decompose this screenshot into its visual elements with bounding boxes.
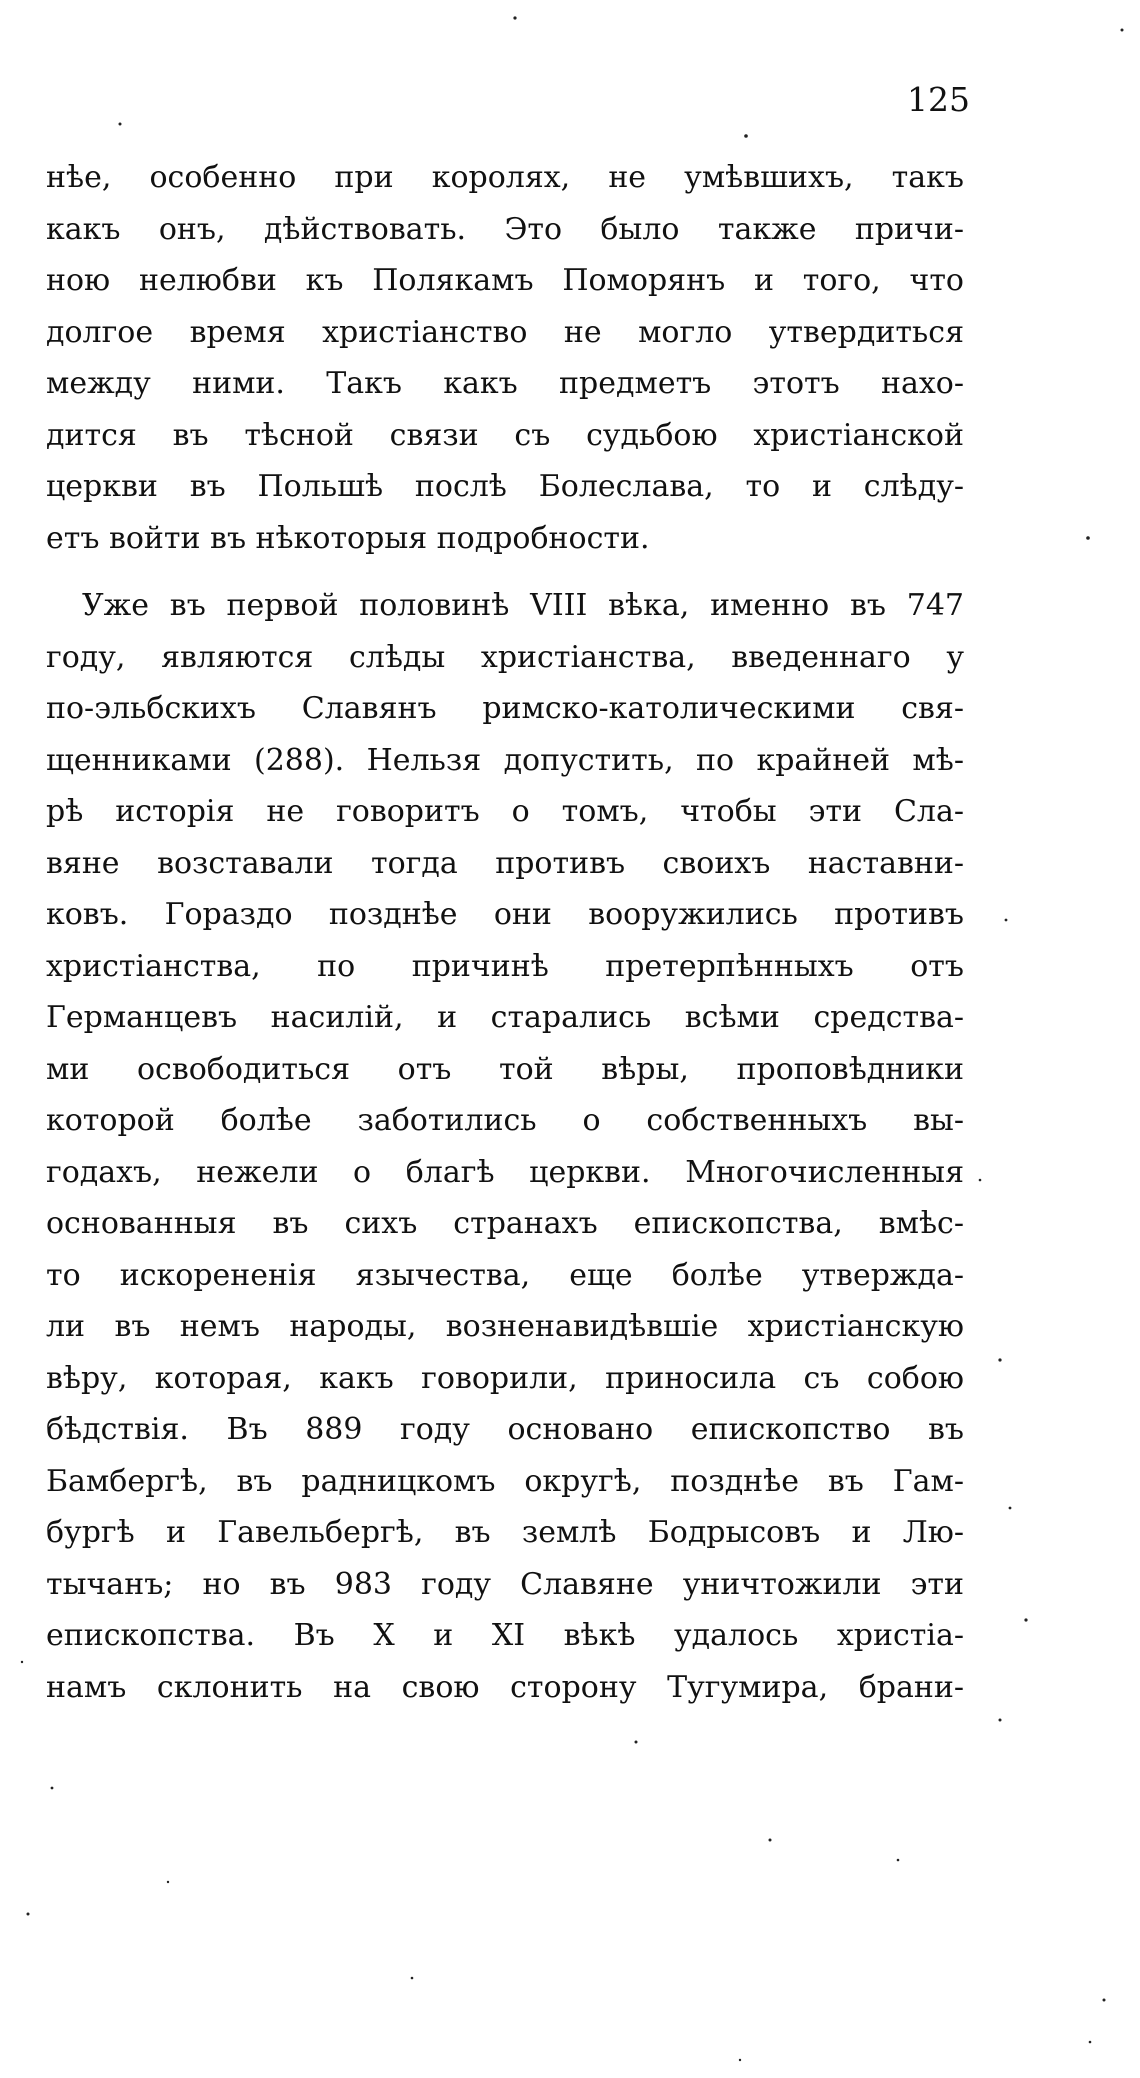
text-line: нѣе, особенно при королях, не умѣвшихъ, такъ [46,160,964,195]
paragraph-1 [46,152,964,564]
text-line: основанныя въ сихъ странахъ епископства, вмѣс- [46,1206,964,1241]
text-line: дится въ тѣсной связи съ судьбою христіанской [46,417,964,453]
text-line: году, являются слѣды христіанства, введеннаго у [46,639,964,675]
text-line: ковъ. Гораздо позднѣе они вооружились противъ [46,897,964,932]
page-number: 125 [907,80,970,119]
text-line: христіанства, по причинѣ претерпѣнныхъ отъ [46,948,964,984]
text-line: по-эльбскихъ Славянъ римско-католическими свя- [46,691,964,726]
text-line: тычанъ; но въ 983 году Славяне уничтожили эти [46,1566,964,1602]
text-line: щенниками (288). Нельзя допустить, по крайней мѣ- [46,742,964,778]
text-line: бургѣ и Гавельбергѣ, въ землѣ Бодрысовъ и Лю- [46,1515,964,1550]
text-line: етъ войти въ нѣкоторыя подробности. [46,520,650,556]
text-line: вяне возставали тогда противъ своихъ наставни- [46,845,964,881]
text-line: церкви въ Польшѣ послѣ Болеслава, то и слѣду- [46,469,964,504]
text-line: Уже въ первой половинѣ VIII вѣка, именно въ 747 [82,588,964,623]
text-line: долгое время христіанство не могло утвердиться [46,314,964,350]
text-line: епископства. Въ X и XI вѣкѣ удалось христіа- [46,1618,964,1653]
text-line: ною нелюбви къ Полякамъ Поморянъ и того, что [46,263,964,298]
text-line: которой болѣе заботились о собственныхъ вы- [46,1103,964,1138]
paragraph-2 [46,580,964,1713]
text-line: бѣдствія. Въ 889 году основано епископство въ [46,1412,964,1447]
text-line: Германцевъ насилій, и старались всѣми средства- [46,1000,964,1035]
body-text [46,152,964,1713]
text-line: какъ онъ, дѣйствовать. Это было также причи- [46,211,964,247]
text-line: ми освободиться отъ той вѣры, проповѣдники [46,1051,964,1087]
text-line: годахъ, нежели о благѣ церкви. Многочисленныя [46,1154,964,1190]
text-line: ли въ немъ народы, возненавидѣвшіе христіанскую [46,1309,964,1344]
text-line: рѣ исторія не говоритъ о томъ, чтобы эти Сла- [46,794,964,829]
text-line: Бамбергѣ, въ радницкомъ округѣ, позднѣе въ Гам- [46,1463,964,1499]
text-line: намъ склонить на свою сторону Тугумира, брани- [46,1669,964,1705]
text-line: то искорененія язычества, еще болѣе утвержда- [46,1257,964,1293]
text-line: между ними. Такъ какъ предметъ этотъ нахо- [46,366,964,401]
text-line: вѣру, которая, какъ говорили, приносила съ собою [46,1360,964,1396]
paragraph-gap [46,564,964,580]
